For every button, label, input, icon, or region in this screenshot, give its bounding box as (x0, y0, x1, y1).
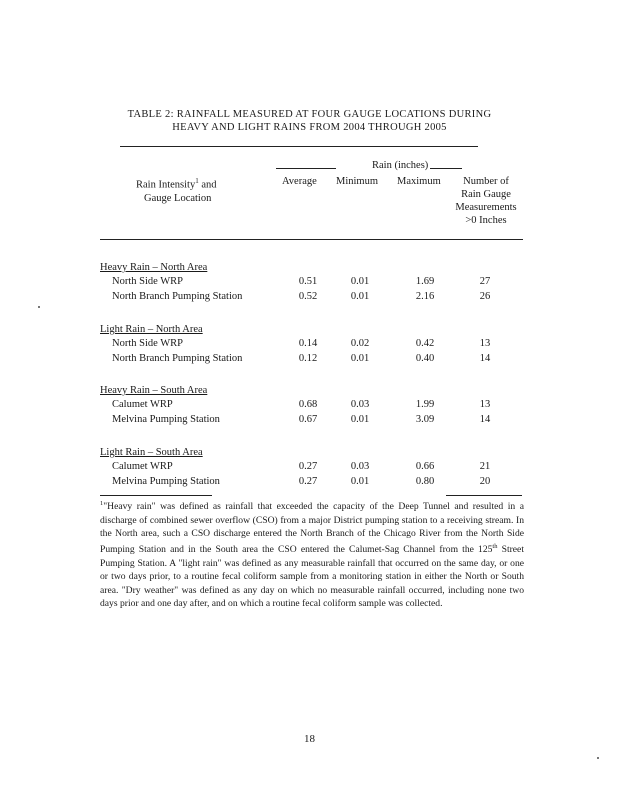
row-minimum: 0.01 (350, 276, 370, 287)
rain-group-header: Rain (inches) (372, 160, 429, 171)
row-maximum: 1.99 (415, 399, 435, 410)
col-header-average: Average (282, 176, 317, 187)
page-number: 18 (304, 733, 315, 745)
col-header-maximum: Maximum (397, 176, 441, 187)
row-average: 0.52 (298, 291, 318, 302)
row-minimum: 0.03 (350, 399, 370, 410)
row-maximum: 1.69 (415, 276, 435, 287)
row-count: 27 (479, 276, 491, 287)
row-location: Melvina Pumping Station (112, 414, 220, 425)
row-location: North Side WRP (112, 338, 183, 349)
row-location: North Branch Pumping Station (112, 353, 243, 364)
row-maximum: 3.09 (415, 414, 435, 425)
scan-speck (597, 757, 599, 759)
scan-speck (38, 306, 40, 308)
row-average: 0.27 (298, 461, 318, 472)
footnote: $^1$"Heavy rain" was defined as rainfall that exceeded the capacity of the Deep Tunnel and resulted in a discharge of combined sewer overflow (CSO) from a major District pumping station to a receiving stream. In the North area, such a CSO discharge entered the North Branch of the Chicago River from the North Side Pumping Station and in the South area the CSO entered the Calumet-Sag Channel from the 125th Street Pumping Station. A "light rain" was defined as any measurable rainfall that occurred on the same day, or one or two days prior, to a routine fecal coliform sample from a monitoring station in either the North or South area. "Dry weather" was defined as any day on which no measurable rainfall occurred, including none two days prior and one day after, and on which a routine fecal coliform sample was collected. (100, 500, 524, 610)
row-maximum: 0.66 (415, 461, 435, 472)
group-label: Light Rain – South Area (100, 447, 203, 458)
row-average: 0.67 (298, 414, 318, 425)
row-count: 21 (479, 461, 491, 472)
row-count: 26 (479, 291, 491, 302)
row-count: 20 (479, 476, 491, 487)
col-header-location: Rain Intensity$^1$ and Gauge Location (136, 177, 217, 204)
group-label: Heavy Rain – South Area (100, 385, 208, 396)
row-count: 14 (479, 414, 491, 425)
row-location: Melvina Pumping Station (112, 476, 220, 487)
row-count: 14 (479, 353, 491, 364)
group-label: Light Rain – North Area (100, 324, 203, 335)
row-maximum: 0.42 (415, 338, 435, 349)
footnote-rule-left (100, 495, 212, 496)
row-average: 0.68 (298, 399, 318, 410)
row-maximum: 2.16 (415, 291, 435, 302)
row-minimum: 0.01 (350, 476, 370, 487)
row-average: 0.51 (298, 276, 318, 287)
row-minimum: 0.02 (350, 338, 370, 349)
row-location: Calumet WRP (112, 399, 173, 410)
col-header-minimum: Minimum (336, 176, 379, 187)
row-average: 0.14 (298, 338, 318, 349)
row-location: Calumet WRP (112, 461, 173, 472)
row-maximum: 0.40 (415, 353, 435, 364)
row-count: 13 (479, 338, 491, 349)
row-location: North Branch Pumping Station (112, 291, 243, 302)
row-count: 13 (479, 399, 491, 410)
row-location: North Side WRP (112, 276, 183, 287)
row-minimum: 0.03 (350, 461, 370, 472)
row-minimum: 0.01 (350, 353, 370, 364)
table-title-line-2: HEAVY AND LIGHT RAINS FROM 2004 THROUGH 2005 (172, 122, 447, 133)
row-maximum: 0.80 (415, 476, 435, 487)
row-minimum: 0.01 (350, 291, 370, 302)
row-minimum: 0.01 (350, 414, 370, 425)
row-average: 0.12 (298, 353, 318, 364)
group-label: Heavy Rain – North Area (100, 262, 208, 273)
table-title-line-1: TABLE 2: RAINFALL MEASURED AT FOUR GAUGE LOCATIONS DURING (127, 109, 492, 120)
row-average: 0.27 (298, 476, 318, 487)
col-header-count: Number of Rain Gauge Measurements >0 Inches (455, 176, 517, 226)
footnote-rule-right (446, 495, 522, 496)
